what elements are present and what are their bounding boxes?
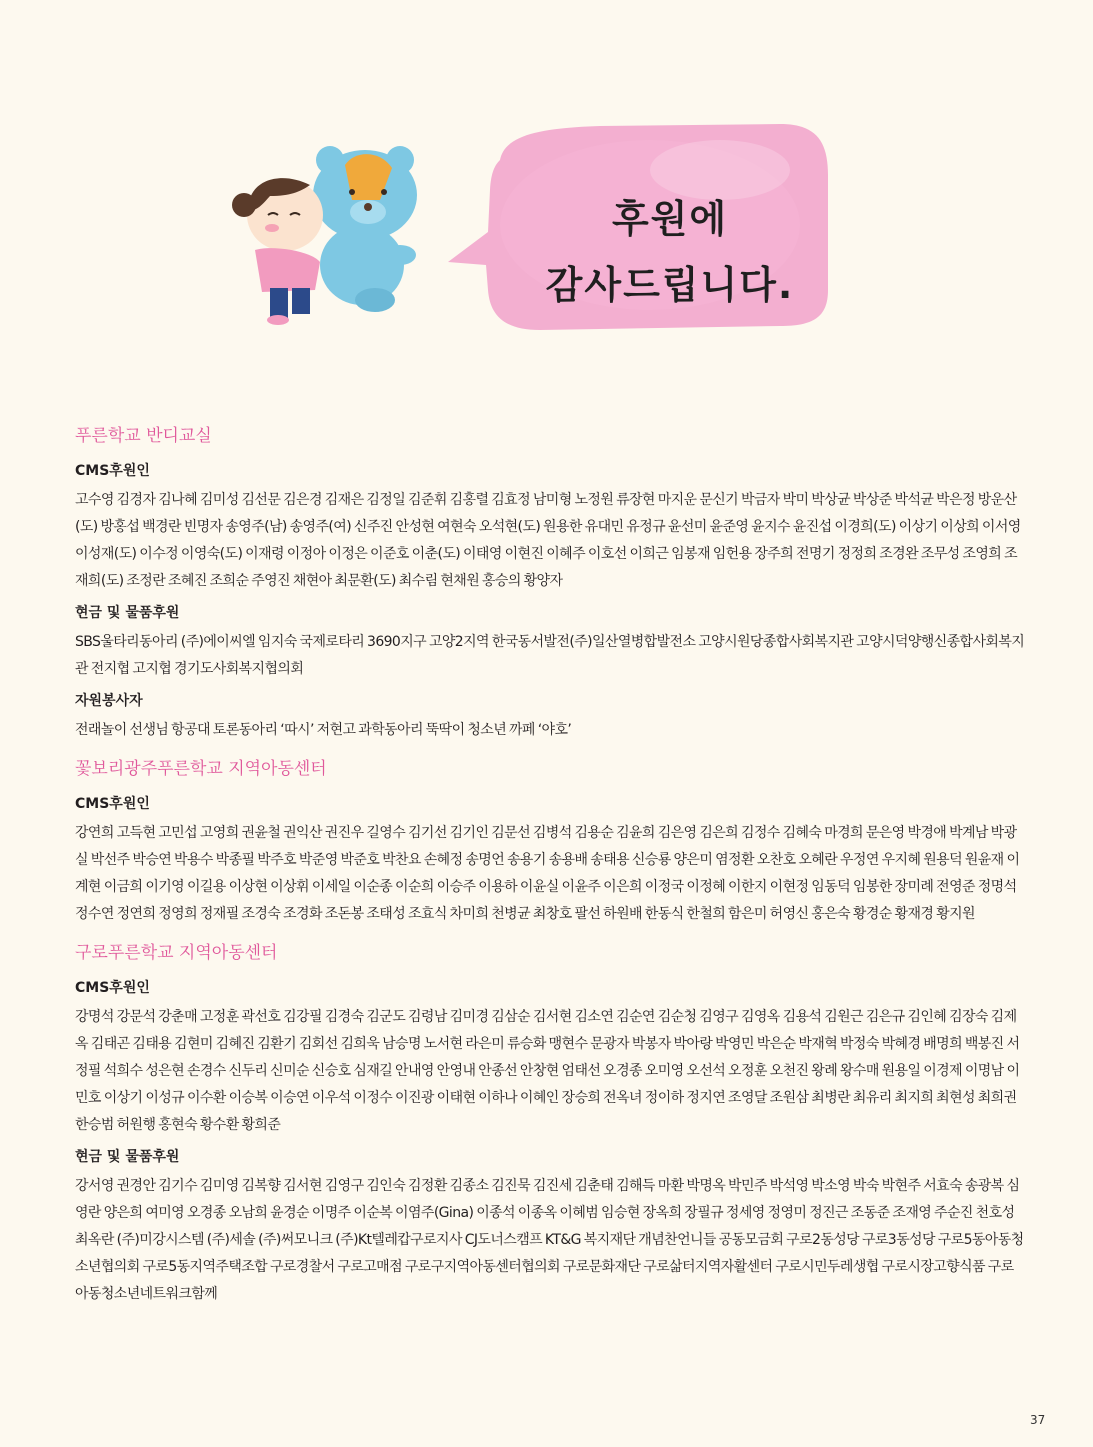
group-text: 강연희 고득현 고민섭 고영희 권윤철 권익산 권진우 길영수 김기선 김기인 김문선 김병석 김용순 김윤희 김은영 김은희 김정수 김혜숙 마경희 문은영 박경애 박계남 박광실 박선주 박승연 박용수 박종필 박주호 박준영 박준호 박찬요 손혜정 송명언 송용기 송용배 송태용 신승룡 양은미 염정환 오찬호 오혜란 우정연 우지혜 원용덕 원윤재 이계현 이금희 이기영 이길용 이상현 이상휘 이세일 이순종 이순희 이승주 이용하 이윤실 이윤주 이은희 이정국 이정혜 이한지 이현정 임동덕 임봉한 장미례 전영준 정명석 정수연 정연희 정영희 정재필 조경숙 조경화 조돈봉 조태성 조효식 차미희 천병균 최창호 팔선 하원배 한동식 한철희 함은미 허영신 홍은숙 황경순 황재경 황지원 xyxy=(75,825,1020,922)
girl-icon xyxy=(232,178,323,325)
section-title: 푸른학교 반디교실 xyxy=(75,426,212,446)
bubble-line-2: 감사드립니다. xyxy=(545,263,795,307)
group-text: 고수영 김경자 김나혜 김미성 김선문 김은경 김재은 김정일 김준휘 김홍렬 김효정 남미형 노정원 류장현 마지운 문신기 박금자 박미 박상균 박상준 박석균 박은정 방운산(도) 방홍섭 백경란 빈명자 송영주(남) 송영주(여) 신주진 안성현 여현숙 오석현(도) 원용한 유대민 유정규 윤선미 윤준영 윤지수 윤진섭 이경희(도) 이상기 이상희 이서영 이성재(도) 이수정 이영숙(도) 이재령 이정아 이정은 이준호 이춘(도) 이태영 이현진 이혜주 이호선 이희근 임봉재 임헌용 장주희 전명기 정정희 조경완 조무성 조영희 조재희(도) 조정란 조혜진 조희순 주영진 채현아 최문환(도) 최수림 현채원 홍승의 황양자 xyxy=(75,492,1021,589)
section-title: 구로푸른학교 지역아동센터 xyxy=(75,943,278,963)
group-heading: CMS후원인 xyxy=(75,980,150,996)
group-text: 강서영 권경안 김기수 김미영 김복향 김서현 김영구 김인숙 김정환 김종소 김진묵 김진세 김춘태 김해득 마환 박명옥 박민주 박석영 박소영 박숙 박현주 서효숙 송광복 심영란 양은희 여미영 오경종 오남희 윤경순 이명주 이순복 이염주(Gina) 이종석 이종옥 이혜범 임승현 장옥희 장필규 정세영 정영미 정진근 조동준 조재영 주순진 천호성 최옥란 (주)미강시스템 (주)세솔 (주)써모니크 (주)Kt텔레캅구로지사 CJ도너스캠프 KT&G 복지재단 개념찬언니들 공동모금회 구로2동성당 구로3동성당 구로5동아동청소년협의회 구로5동지역주택조합 구로경찰서 구로고매점 구로구지역아동센터협의회 구로문화재단 구로삶터지역자활센터 구로시민두레생협 구로시장고향식품 구로아동청소년네트워크함께 xyxy=(75,1178,1024,1302)
group-heading: 자원봉사자 xyxy=(75,693,143,709)
page-number: 37 xyxy=(1030,1413,1046,1427)
group-heading: CMS후원인 xyxy=(75,796,150,812)
teddy-bear-icon xyxy=(313,146,417,312)
group-text: 강명석 강문석 강춘매 고정훈 곽선호 김강필 김경숙 김군도 김령남 김미경 김삼순 김서현 김소연 김순연 김순청 김영구 김영옥 김용석 김원근 김은규 김인혜 김장숙 김제옥 김태곤 김태용 김현미 김혜진 김환기 김회선 김희욱 남승명 노서현 라은미 류승화 맹현수 문광자 박봉자 박아랑 박영민 박은순 박재혁 박정숙 박혜경 배명희 백봉진 서정필 석희수 성은현 손경수 신두리 신미순 신승호 심재길 안내영 안영내 안종선 안창현 엄태선 오경종 오미영 오선석 오정훈 오천진 왕례 왕수매 원용일 이경제 이명남 이민호 이상기 이성규 이수환 이승복 이승연 이우석 이정수 이진광 이태현 이하나 이혜인 장승희 전옥녀 정이하 정지연 조영달 조원삼 최병란 최유리 최지희 최현성 최희권 한승범 허원행 홍현숙 황수환 황희준 xyxy=(75,1009,1020,1133)
bubble-text xyxy=(520,186,820,318)
group-text: SBS울타리동아리 (주)에이씨엘 임지숙 국제로타리 3690지구 고양2지역 한국동서발전(주)일산열병합발전소 고양시원당종합사회복지관 고양시덕양행신종합사회복지관 전지협 고지협 경기도사회복지협의회 xyxy=(75,634,1025,677)
header-illustration xyxy=(0,0,1093,400)
group-heading: CMS후원인 xyxy=(75,463,150,479)
group-heading: 현금 및 물품후원 xyxy=(75,1149,180,1165)
bubble-line-1: 후원에 xyxy=(611,197,729,241)
group-text: 전래놀이 선생님 항공대 토론동아리 ‘따시’ 저현고 과학동아리 뚝딱이 청소년 까페 ‘야호’ xyxy=(75,722,572,738)
section-title: 꽃보리광주푸른학교 지역아동센터 xyxy=(75,759,327,779)
donor-list xyxy=(75,425,1025,1316)
group-heading: 현금 및 물품후원 xyxy=(75,605,180,621)
